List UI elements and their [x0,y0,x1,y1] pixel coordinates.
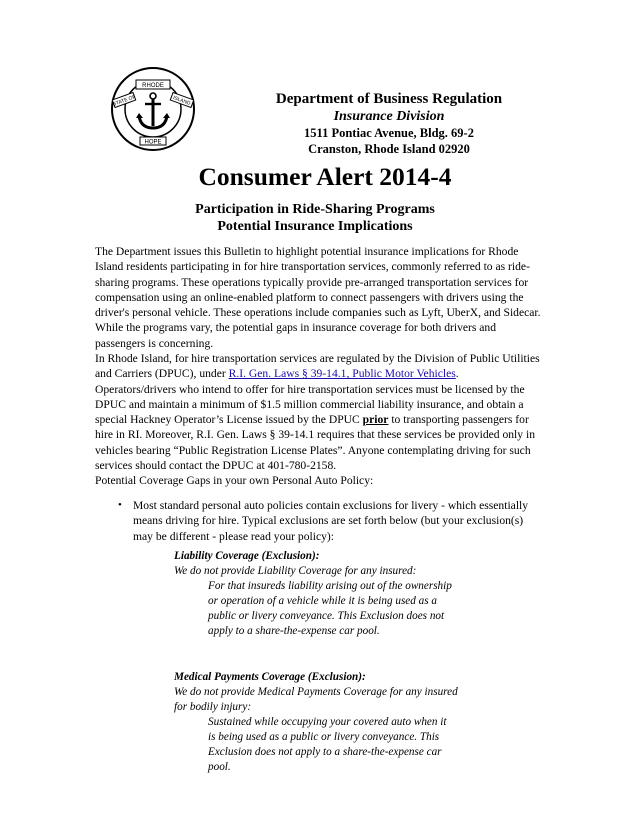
paragraph-line: Operators/drivers who intend to offer for hire transportation services must be licensed by the [95,382,525,396]
exclusion-line: public or livery conveyance. This Exclusion does not [208,610,445,622]
organization-name: Department of Business Regulation [275,91,503,107]
line-text: and Carriers (DPUC), under [95,367,229,381]
exclusion-intro: We do not provide Medical Payments Coverage for any insured [174,686,458,698]
statute-link[interactable]: R.I. Gen. Laws § 39-14.1, Public Motor Vehicles [228,367,456,381]
exclusion-intro: for bodily injury: [174,701,252,713]
medical-payments-exclusion [174,670,458,775]
paragraph-line: compensation using an online-enabled platform to connect passengers with drivers using the [95,290,524,304]
exclusion-heading: Liability Coverage (Exclusion): [174,550,320,562]
state-seal [110,66,196,152]
anchor-icon [136,93,170,128]
exclusion-heading: Medical Payments Coverage (Exclusion): [174,671,366,683]
bullet-icon: • [118,499,122,511]
division-name: Insurance Division [333,109,445,124]
exclusion-line: or operation of a vehicle while it is being used as a [208,595,438,607]
exclusion-line: For that insureds liability arising out of the ownership [208,580,452,592]
line-text: to transporting passengers for [388,413,529,427]
prior-emphasis: prior [362,413,389,427]
exclusion-intro: We do not provide Liability Coverage for any insured: [174,565,417,577]
seal-state-of-text: STATE OF [112,94,137,108]
exclusion-line: Sustained while occupying your covered auto when it [208,716,447,728]
line-text: . [455,367,459,381]
bullet-line: Most standard personal auto policies contain exclusions for livery - which essentially [133,499,529,512]
regulation-paragraph [95,351,551,473]
paragraph-line: DPUC and maintain a minimum of $1.5 million commercial liability insurance, and obtain a [95,397,524,411]
seal-rhode-text: RHODE [142,83,164,89]
exclusion-line: Exclusion does not apply to a share-the-expense car [208,746,442,758]
paragraph-line: The Department issues this Bulletin to highlight potential insurance implications for Rhode [95,245,519,258]
paragraph-line: vehicles bearing “Public Registration License Plates”. Anyone contemplating driving for such [95,443,531,457]
paragraph-line [95,412,551,427]
subtitle-line-2: Potential Insurance Implications [217,219,413,234]
intro-paragraph [95,244,551,351]
bullet-line: means driving for hire. Typical exclusions are set forth below (but your exclusion(s) [133,514,524,528]
paragraph-line: In Rhode Island, for hire transportation services are regulated by the Division of Public Utilities [95,352,540,365]
exclusion-line: pool. [208,761,231,773]
bullet-item [133,498,543,544]
coverage-gaps-heading: Potential Coverage Gaps in your own Personal Auto Policy: [95,474,374,487]
line-text: special Hackney Operator’s License issued by the DPUC [95,413,363,427]
document-title: Consumer Alert 2014-4 [198,162,452,191]
paragraph-line: services should contact the DPUC at 401-780-2158. [95,459,337,473]
exclusion-line: is being used as a public or livery conveyance. This [208,731,440,743]
paragraph-line: sharing programs. These operations typically provide pre-arranged transportation services for [95,275,529,289]
exclusion-line: apply to a share-the-expense car pool. [208,625,380,637]
bullet-line: may be different - please read your policy): [133,529,334,543]
subtitle-line-1: Participation in Ride-Sharing Programs [195,202,435,217]
city-address: Cranston, Rhode Island 02920 [308,142,470,156]
paragraph-line [95,366,551,381]
paragraph-line: hire in RI. Moreover, R.I. Gen. Laws § 39-14.1 requires that these services be provided only in [95,428,535,442]
liability-exclusion [174,549,452,639]
paragraph-line: Island residents participating in for hire transportation services, commonly referred to as ride- [95,260,530,274]
paragraph-line: driver's personal vehicle. These operations include companies such as Lyft, UberX, and Sidecar. [95,306,541,320]
seal-island-text: ISLAND [172,95,192,107]
paragraph-line: passengers is concerning. [95,336,214,350]
seal-hope-text: HOPE [144,139,162,146]
street-address: 1511 Pontiac Avenue, Bldg. 69-2 [304,126,474,140]
paragraph-line: While the programs vary, the potential gaps in insurance coverage for both drivers and [95,321,497,335]
